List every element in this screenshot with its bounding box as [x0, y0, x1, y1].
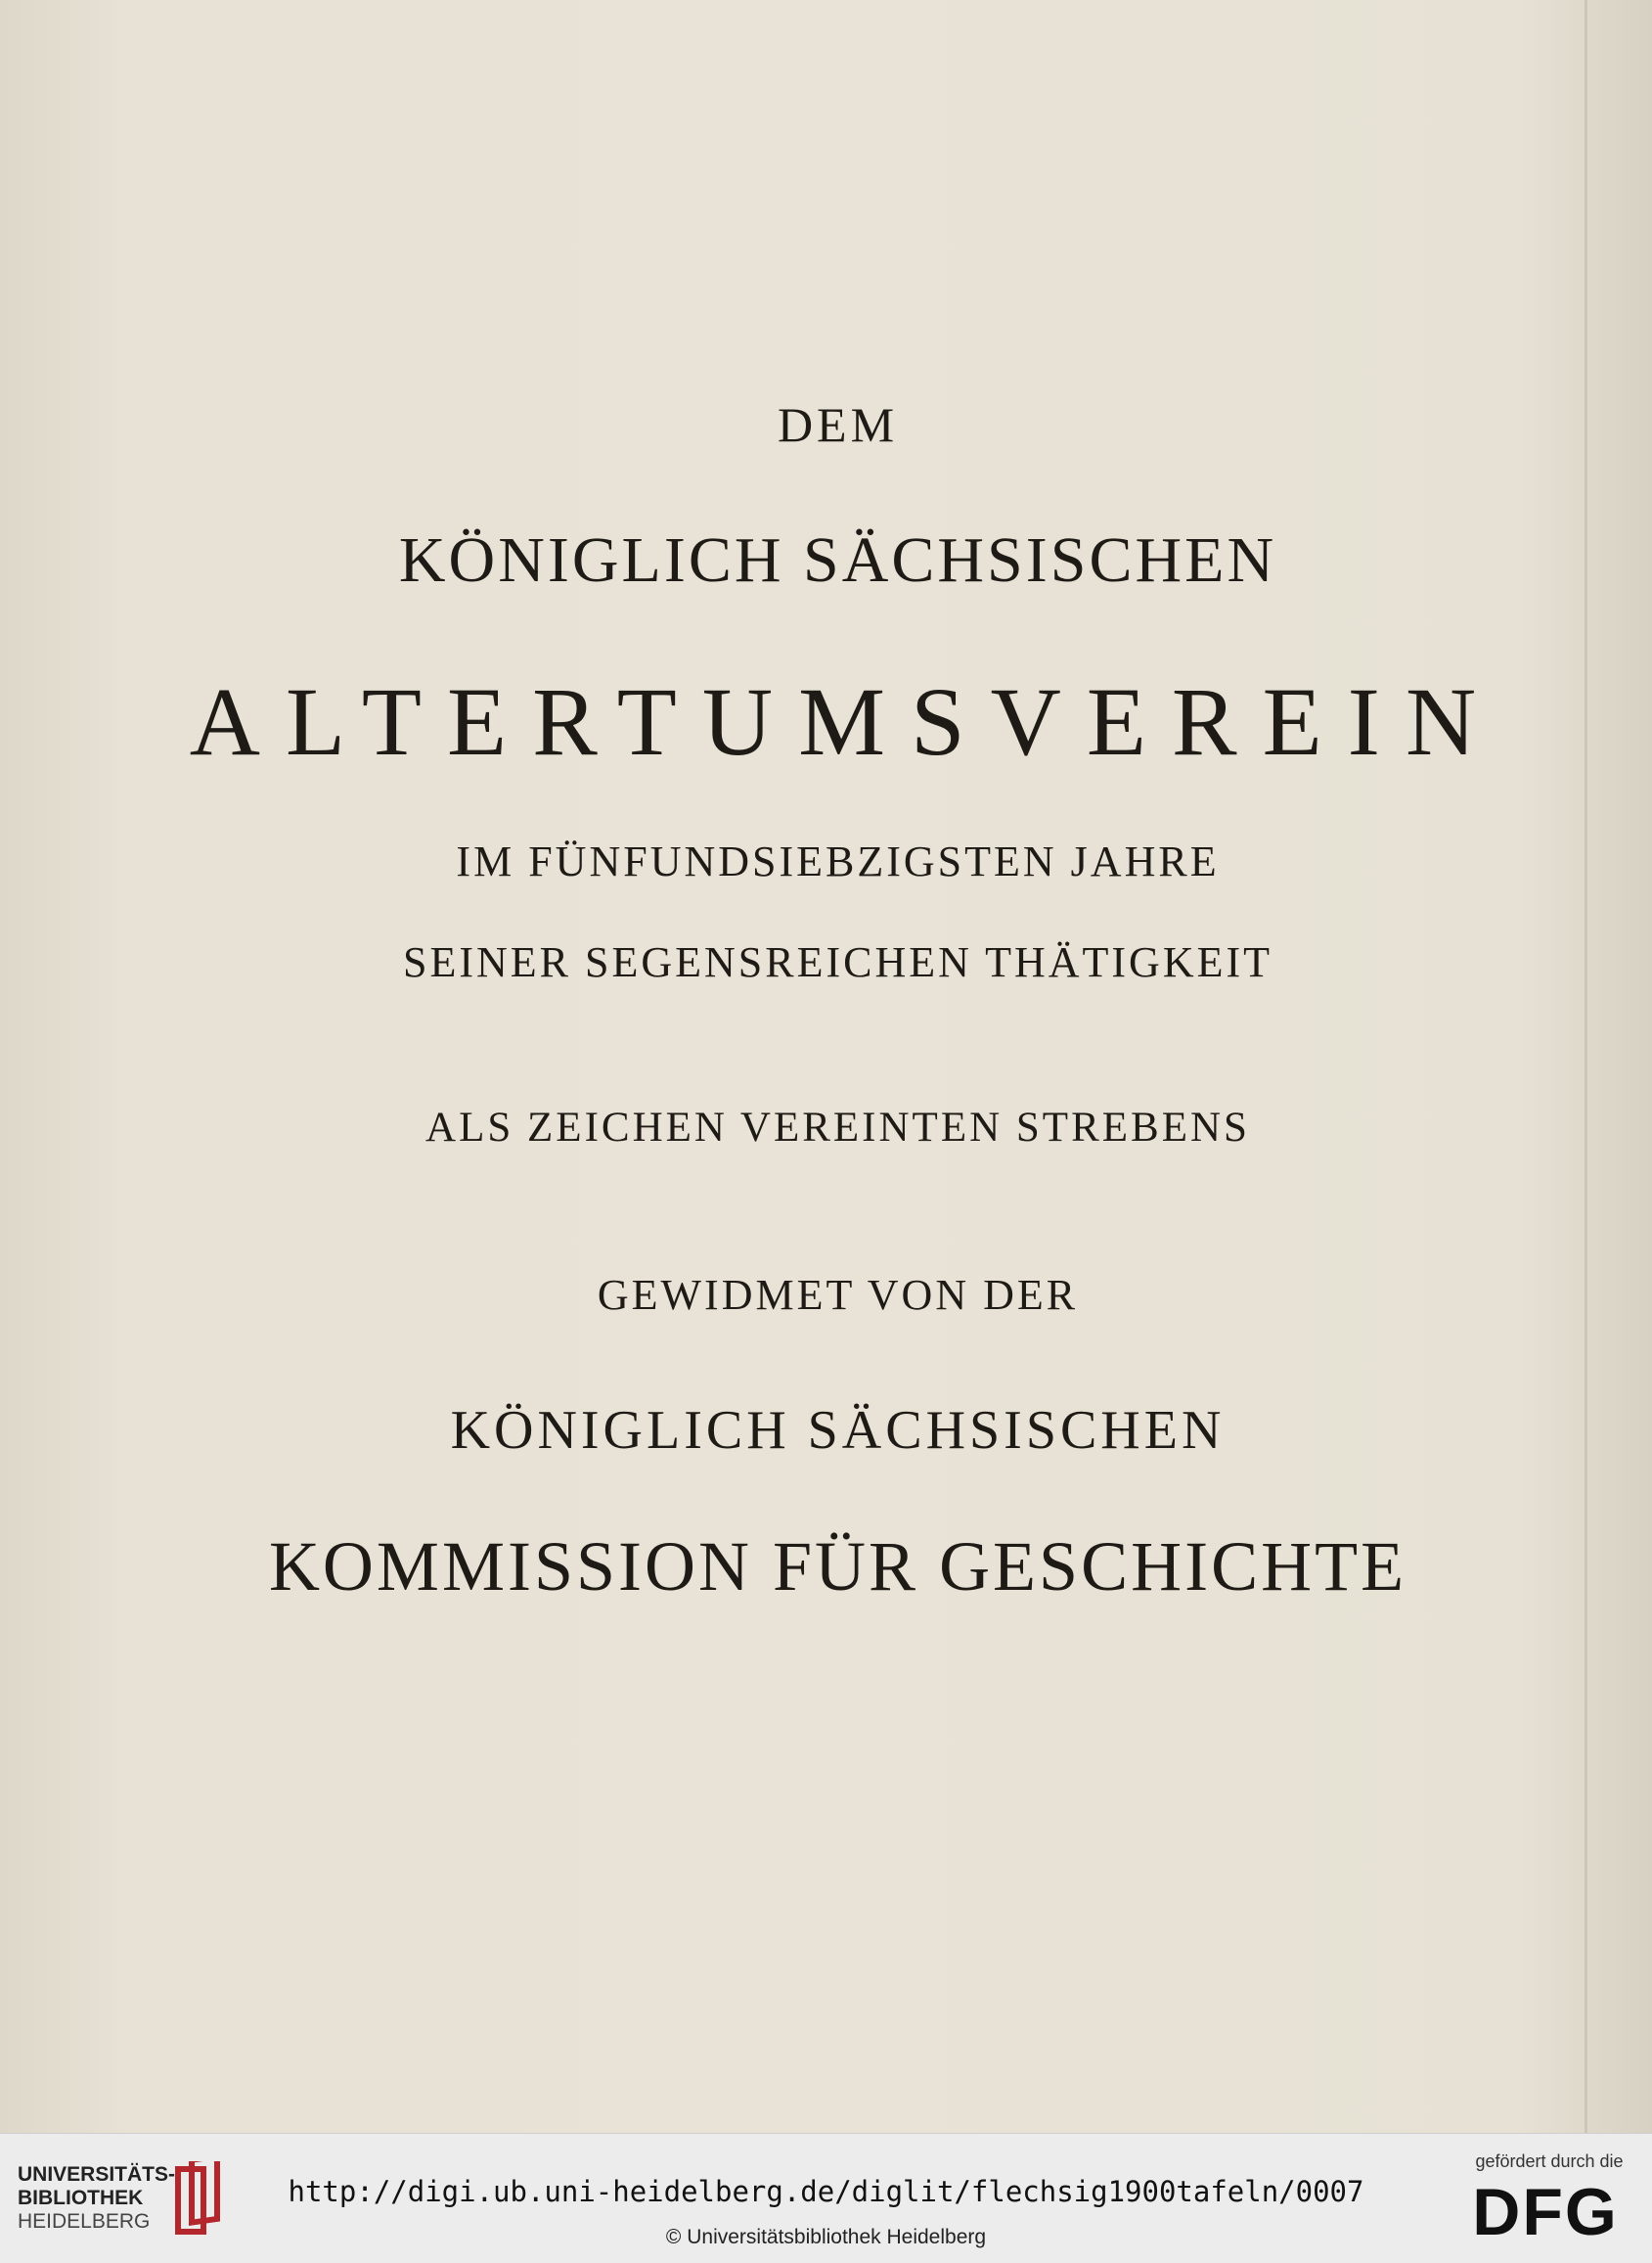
dedication-line-koeniglich-saechsischen: KÖNIGLICH SÄCHSISCHEN [398, 524, 1277, 596]
dedication-line-altertumsverein: ALTERTUMSVEREIN [189, 667, 1502, 776]
dedication-line-dem: DEM [777, 397, 899, 452]
dedication-line-jahre: IM FÜNFUNDSIEBZIGSTEN JAHRE [456, 837, 1220, 885]
dedication-line-strebens: ALS ZEICHEN VEREINTEN STREBENS [425, 1105, 1250, 1151]
page-gutter-shadow [1585, 0, 1587, 2133]
dfg-logo[interactable]: DFG [1472, 2175, 1619, 2249]
dedication-line-gewidmet: GEWIDMET VON DER [597, 1271, 1079, 1319]
library-logo-line2: BIBLIOTHEK [18, 2187, 144, 2209]
permalink-url[interactable]: http://digi.ub.uni-heidelberg.de/diglit/flechsig1900tafeln/0007 [288, 2175, 1364, 2208]
copyright-notice: © Universitätsbibliothek Heidelberg [665, 2226, 987, 2248]
library-logo-line1: UNIVERSITÄTS- [18, 2163, 176, 2186]
dedication-line-kommission: KOMMISSION FÜR GESCHICHTE [268, 1527, 1407, 1606]
library-logo-line3: HEIDELBERG [18, 2210, 151, 2233]
dedication-line-koeniglich-saechsischen-2: KÖNIGLICH SÄCHSISCHEN [450, 1400, 1226, 1461]
funder-caption: gefördert durch die [1475, 2151, 1624, 2171]
dedication-line-thaetigkeit: SEINER SEGENSREICHEN THÄTIGKEIT [402, 938, 1273, 986]
viewer-footer [0, 2133, 1652, 2263]
